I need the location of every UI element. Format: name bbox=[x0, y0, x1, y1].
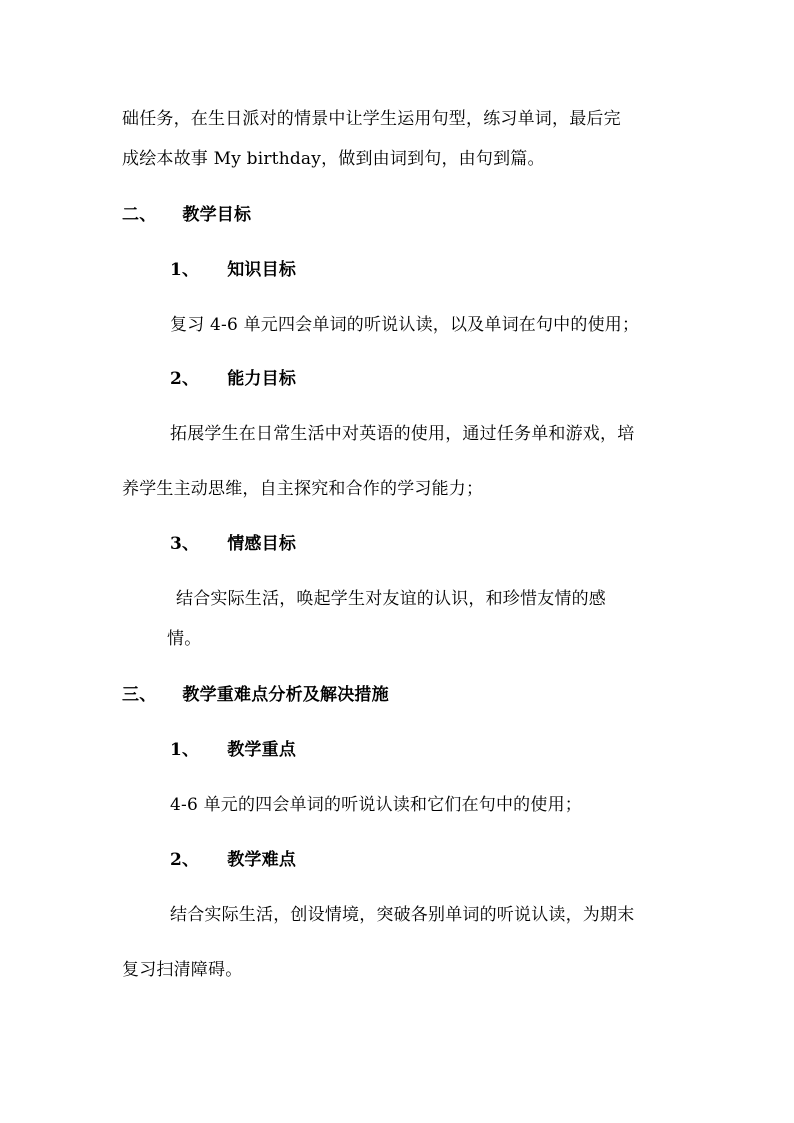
subsection-title: 教学重点 bbox=[227, 740, 297, 760]
section-heading-2 bbox=[122, 203, 251, 227]
subsection-title: 知识目标 bbox=[227, 260, 297, 280]
subsection-heading-difficulty bbox=[170, 848, 296, 872]
section-number: 三、 bbox=[122, 685, 157, 705]
subsection-title: 教学难点 bbox=[227, 850, 297, 870]
subsection-heading-ability bbox=[170, 367, 296, 391]
intro-line-1: 础任务，在生日派对的情景中让学生运用句型，练习单词，最后完 bbox=[122, 109, 621, 129]
section-title: 教学目标 bbox=[182, 205, 252, 225]
subsection-heading-emotion bbox=[170, 532, 296, 556]
paragraph-line: 复习 4-6 单元四会单词的听说认读，以及单词在句中的使用； bbox=[170, 315, 640, 335]
paragraph-line: 复习扫清障碍。 bbox=[122, 960, 243, 980]
subsection-number: 1、 bbox=[170, 740, 200, 760]
subsection-number: 2、 bbox=[170, 369, 200, 389]
paragraph-line: 拓展学生在日常生活中对英语的使用，通过任务单和游戏，培 bbox=[170, 424, 635, 444]
section-number: 二、 bbox=[122, 205, 157, 225]
subsection-number: 1、 bbox=[170, 260, 200, 280]
subsection-number: 3、 bbox=[170, 534, 200, 554]
intro-line-2: 成绘本故事 My birthday，做到由词到句，由句到篇。 bbox=[122, 149, 545, 169]
paragraph-line: 结合实际生活，创设情境，突破各别单词的听说认读，为期末 bbox=[170, 905, 635, 925]
subsection-heading-knowledge bbox=[170, 258, 296, 282]
subsection-title: 情感目标 bbox=[227, 534, 297, 554]
section-heading-3 bbox=[122, 683, 389, 707]
paragraph-line: 4-6 单元的四会单词的听说认读和它们在句中的使用； bbox=[170, 795, 582, 815]
paragraph-line: 结合实际生活，唤起学生对友谊的认识，和珍惜友情的感 bbox=[176, 589, 606, 609]
section-title: 教学重难点分析及解决措施 bbox=[182, 685, 389, 705]
paragraph-line: 养学生主动思维，自主探究和合作的学习能力； bbox=[122, 479, 484, 499]
subsection-heading-key-point bbox=[170, 738, 296, 762]
subsection-number: 2、 bbox=[170, 850, 200, 870]
subsection-title: 能力目标 bbox=[227, 369, 297, 389]
paragraph-line: 情。 bbox=[167, 629, 202, 649]
